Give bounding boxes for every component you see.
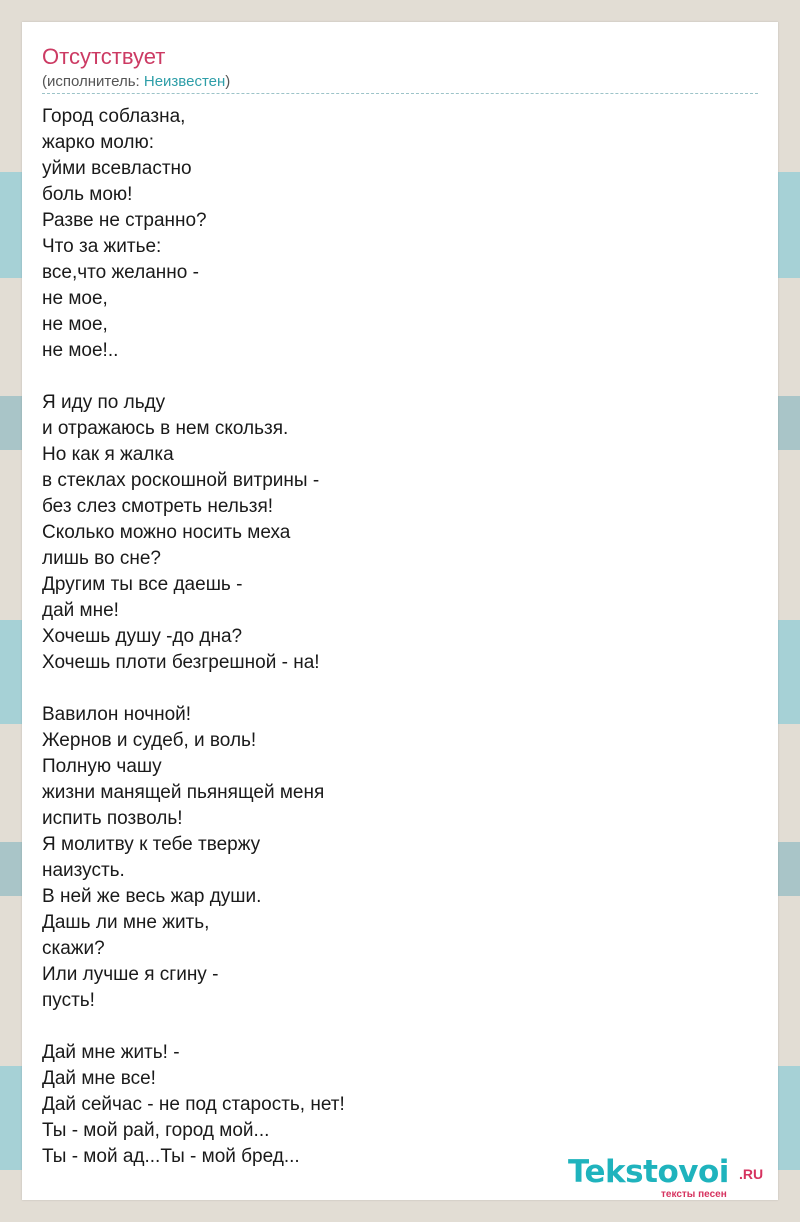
lyric-line: дай мне! bbox=[42, 600, 119, 621]
lyrics-card bbox=[22, 22, 778, 1200]
performer-prefix: (исполнитель: bbox=[42, 73, 144, 90]
lyric-line: не мое, bbox=[42, 288, 108, 309]
lyric-line: лишь во сне? bbox=[42, 548, 161, 569]
lyric-line: Дашь ли мне жить, bbox=[42, 912, 210, 933]
lyric-line: Дай мне все! bbox=[42, 1068, 156, 1089]
lyrics-text bbox=[42, 104, 345, 1170]
lyric-line: наизусть. bbox=[42, 860, 125, 881]
logo-brand: Tekstovoi bbox=[568, 1154, 729, 1190]
lyric-line: Вавилон ночной! bbox=[42, 704, 192, 725]
performer-line bbox=[42, 73, 230, 91]
performer-suffix: ) bbox=[225, 73, 231, 90]
logo-tagline: тексты песен bbox=[661, 1189, 727, 1200]
lyric-line: скажи? bbox=[42, 938, 105, 959]
logo-tld: .RU bbox=[739, 1166, 764, 1182]
lyric-line: уйми всевластно bbox=[42, 158, 192, 179]
lyric-line: не мое, bbox=[42, 314, 108, 335]
lyric-line: боль мою! bbox=[42, 184, 133, 205]
lyric-line: в стеклах роскошной витрины - bbox=[42, 470, 320, 491]
lyric-line: Я молитву к тебе твержу bbox=[42, 834, 261, 855]
lyric-line: не мое!.. bbox=[42, 340, 119, 361]
stanza-break bbox=[42, 364, 345, 390]
lyric-line: Хочешь душу -до дна? bbox=[42, 626, 243, 647]
lyric-line: и отражаюсь в нем скользя. bbox=[42, 418, 289, 439]
lyric-line: Другим ты все даешь - bbox=[42, 574, 243, 595]
lyric-line: Ты - мой ад...Ты - мой бред... bbox=[42, 1146, 300, 1167]
lyric-line: Разве не странно? bbox=[42, 210, 207, 231]
stanza-break bbox=[42, 1014, 345, 1040]
lyric-line: Дай сейчас - не под старость, нет! bbox=[42, 1094, 345, 1115]
lyric-line: пусть! bbox=[42, 990, 95, 1011]
song-title: Отсутствует bbox=[42, 44, 166, 69]
lyric-line: без слез смотреть нельзя! bbox=[42, 496, 274, 517]
lyric-line: Я иду по льду bbox=[42, 392, 166, 413]
lyric-line: Город соблазна, bbox=[42, 106, 186, 127]
lyric-line: Сколько можно носить меха bbox=[42, 522, 291, 543]
lyric-line: жизни манящей пьянящей меня bbox=[42, 782, 325, 803]
lyric-line: Ты - мой рай, город мой... bbox=[42, 1120, 270, 1141]
lyric-line: Жернов и судеб, и воль! bbox=[42, 730, 257, 751]
lyric-line: Или лучше я сгину - bbox=[42, 964, 219, 985]
lyric-line: Полную чашу bbox=[42, 756, 162, 777]
lyric-line: испить позволь! bbox=[42, 808, 183, 829]
dashed-divider bbox=[42, 93, 758, 94]
site-logo[interactable] bbox=[568, 1154, 778, 1200]
lyric-line: В ней же весь жар души. bbox=[42, 886, 262, 907]
lyric-line: Но как я жалка bbox=[42, 444, 174, 465]
stanza-break bbox=[42, 676, 345, 702]
lyric-line: Хочешь плоти безгрешной - на! bbox=[42, 652, 320, 673]
lyric-line: Что за житье: bbox=[42, 236, 162, 257]
lyric-line: Дай мне жить! - bbox=[42, 1042, 180, 1063]
performer-link[interactable]: Неизвестен bbox=[143, 73, 226, 90]
lyric-line: жарко молю: bbox=[42, 132, 155, 153]
lyric-line: все,что желанно - bbox=[42, 262, 199, 283]
